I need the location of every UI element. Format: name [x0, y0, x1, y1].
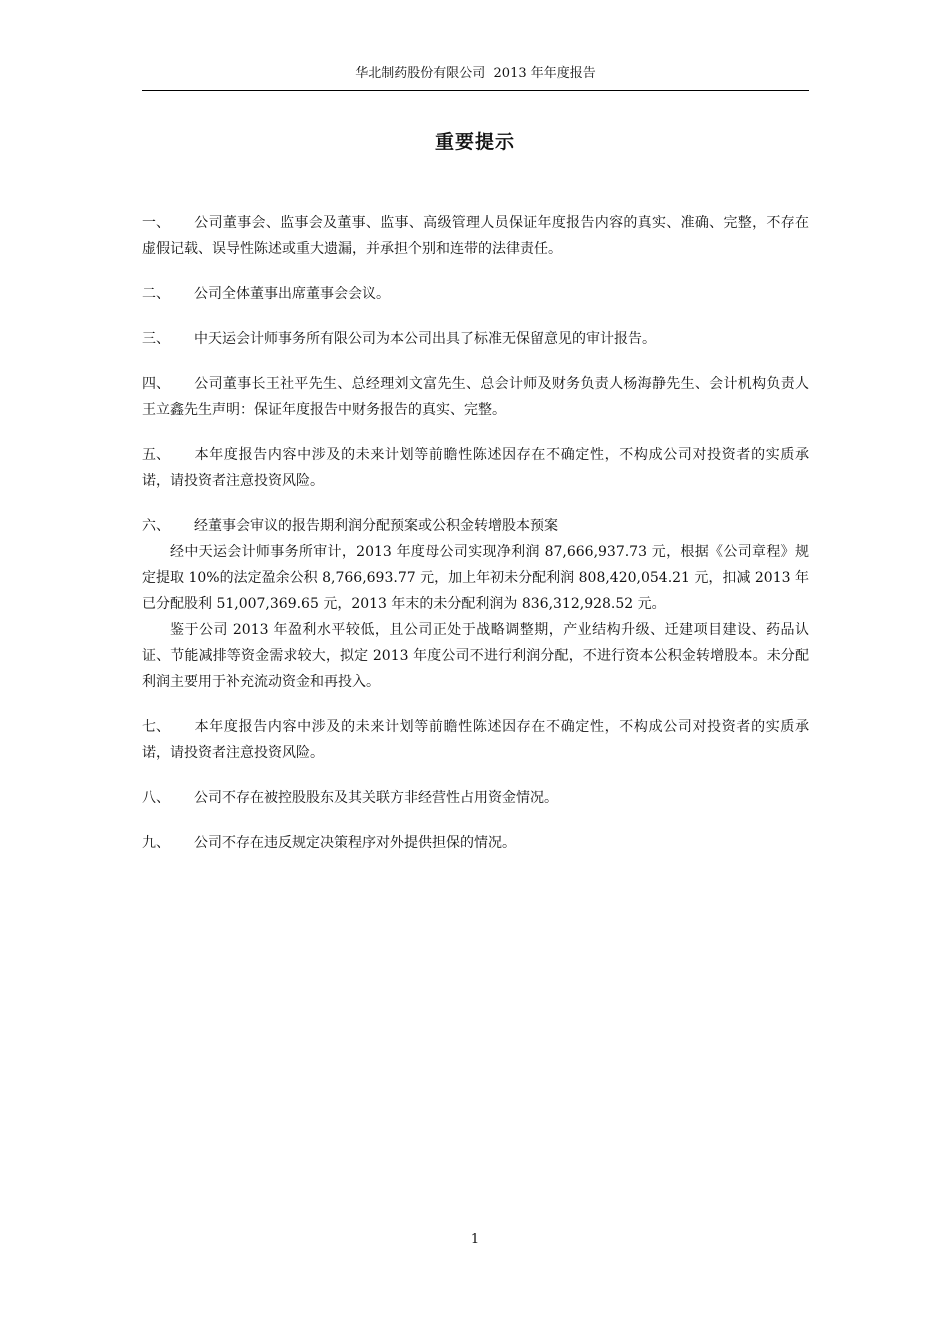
item-text: 公司全体董事出席董事会会议。 [194, 286, 390, 302]
item-text: 公司不存在违反规定决策程序对外提供担保的情况。 [194, 835, 516, 851]
item-text: 公司董事会、监事会及董事、监事、高级管理人员保证年度报告内容的真实、准确、完整，不存在虚假记载、误导性陈述或重大遗漏，并承担个别和连带的法律责任。 [142, 215, 809, 257]
item-text: 经董事会审议的报告期利润分配预案或公积金转增股本预案 [194, 518, 558, 534]
item-number: 六、 [142, 518, 170, 534]
header-company: 华北制药股份有限公司 [355, 66, 486, 81]
item-number: 二、 [142, 286, 170, 302]
notice-item-5 [142, 442, 809, 494]
notice-item-1 [142, 210, 809, 262]
item-number: 三、 [142, 331, 170, 347]
item-text: 公司不存在被控股股东及其关联方非经营性占用资金情况。 [194, 790, 558, 806]
item-text: 本年度报告内容中涉及的未来计划等前瞻性陈述因存在不确定性，不构成公司对投资者的实质承诺，请投资者注意投资风险。 [142, 719, 809, 761]
item-number: 四、 [142, 376, 170, 392]
notice-item-9 [142, 830, 809, 856]
profit-audit-paragraph: 经中天运会计师事务所审计，2013 年度母公司实现净利润 87,666,937.73 元，根据《公司章程》规定提取 10%的法定盈余公积 8,766,693.77 元，加上年初未分配利润 808,420,054.21 元，扣减 2013 年已分配股利 51,007,369.65 元，2013 年末的未分配利润为 836,312,928.52 元。 [142, 544, 809, 612]
item-number: 七、 [142, 719, 170, 735]
item-text: 公司董事长王社平先生、总经理刘文富先生、总会计师及财务负责人杨海静先生、会计机构负责人王立鑫先生声明：保证年度报告中财务报告的真实、完整。 [142, 376, 809, 418]
page-number: 1 [470, 1232, 480, 1247]
item-number: 一、 [142, 215, 170, 231]
notice-item-8 [142, 785, 809, 811]
notice-list [142, 210, 809, 875]
page-header [142, 64, 809, 91]
item-number: 八、 [142, 790, 170, 806]
notice-item-7 [142, 714, 809, 766]
item-number: 五、 [142, 447, 170, 463]
item-text: 本年度报告内容中涉及的未来计划等前瞻性陈述因存在不确定性，不构成公司对投资者的实质承诺，请投资者注意投资风险。 [142, 447, 809, 489]
notice-item-3 [142, 326, 809, 352]
notice-item-6 [142, 513, 809, 695]
item-number: 九、 [142, 835, 170, 851]
notice-item-4 [142, 371, 809, 423]
header-report: 2013 年年度报告 [493, 66, 596, 81]
distribution-plan-paragraph: 鉴于公司 2013 年盈利水平较低，且公司正处于战略调整期，产业结构升级、迁建项目建设、药品认证、节能减排等资金需求较大，拟定 2013 年度公司不进行利润分配，不进行资本公积金转增股本。未分配利润主要用于补充流动资金和再投入。 [142, 622, 809, 690]
notice-item-2 [142, 281, 809, 307]
item-text: 中天运会计师事务所有限公司为本公司出具了标准无保留意见的审计报告。 [194, 331, 656, 347]
document-title: 重要提示 [434, 131, 515, 153]
